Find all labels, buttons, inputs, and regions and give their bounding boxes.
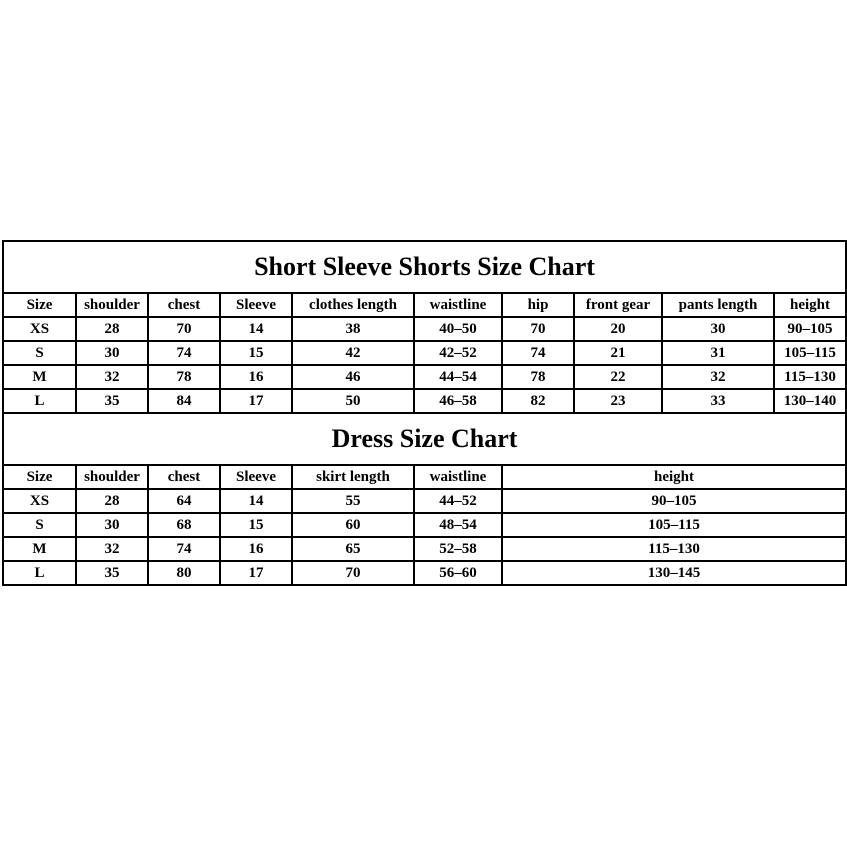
dress-cell: 65 — [292, 537, 414, 561]
dress-table-row — [3, 513, 846, 537]
shorts-cell: 74 — [502, 341, 574, 365]
shorts-cell: 23 — [574, 389, 662, 413]
shorts-header-row — [3, 293, 846, 317]
dress-cell: 80 — [148, 561, 220, 585]
dress-cell: 90–105 — [502, 489, 846, 513]
dress-cell: M — [3, 537, 76, 561]
shorts-cell: XS — [3, 317, 76, 341]
shorts-cell: 82 — [502, 389, 574, 413]
shorts-cell: 42 — [292, 341, 414, 365]
shorts-cell: 115–130 — [774, 365, 846, 389]
dress-header-cell: Size — [3, 465, 76, 489]
dress-table-row — [3, 537, 846, 561]
dress-cell: XS — [3, 489, 76, 513]
shorts-cell: 42–52 — [414, 341, 502, 365]
dress-cell: 55 — [292, 489, 414, 513]
shorts-cell: 16 — [220, 365, 292, 389]
shorts-cell: 22 — [574, 365, 662, 389]
shorts-cell: 90–105 — [774, 317, 846, 341]
shorts-header-cell: Sleeve — [220, 293, 292, 317]
dress-header-cell: height — [502, 465, 846, 489]
dress-cell: 44–52 — [414, 489, 502, 513]
dress-header-cell: skirt length — [292, 465, 414, 489]
dress-cell: 30 — [76, 513, 148, 537]
shorts-cell: 32 — [76, 365, 148, 389]
size-chart-sheet — [2, 240, 845, 586]
shorts-table-row — [3, 365, 846, 389]
shorts-cell: 105–115 — [774, 341, 846, 365]
shorts-table-row — [3, 341, 846, 365]
dress-cell: 14 — [220, 489, 292, 513]
size-chart-table — [2, 240, 847, 586]
dress-header-cell: shoulder — [76, 465, 148, 489]
shorts-header-cell: clothes length — [292, 293, 414, 317]
shorts-cell: 130–140 — [774, 389, 846, 413]
dress-header-cell: Sleeve — [220, 465, 292, 489]
dress-cell: 17 — [220, 561, 292, 585]
dress-cell: 70 — [292, 561, 414, 585]
dress-cell: 105–115 — [502, 513, 846, 537]
shorts-cell: 50 — [292, 389, 414, 413]
dress-cell: 15 — [220, 513, 292, 537]
shorts-header-cell: chest — [148, 293, 220, 317]
shorts-header-cell: pants length — [662, 293, 774, 317]
shorts-header-cell: hip — [502, 293, 574, 317]
dress-cell: S — [3, 513, 76, 537]
shorts-cell: 46 — [292, 365, 414, 389]
dress-chart-title: Dress Size Chart — [3, 413, 846, 465]
dress-cell: 16 — [220, 537, 292, 561]
shorts-cell: L — [3, 389, 76, 413]
dress-cell: 52–58 — [414, 537, 502, 561]
shorts-cell: 14 — [220, 317, 292, 341]
dress-cell: 32 — [76, 537, 148, 561]
shorts-table-row — [3, 389, 846, 413]
shorts-cell: 70 — [148, 317, 220, 341]
shorts-cell: 17 — [220, 389, 292, 413]
shorts-cell: 30 — [76, 341, 148, 365]
shorts-cell: 70 — [502, 317, 574, 341]
dress-cell: L — [3, 561, 76, 585]
shorts-chart-title: Short Sleeve Shorts Size Chart — [3, 241, 846, 293]
shorts-cell: 35 — [76, 389, 148, 413]
dress-header-cell: waistline — [414, 465, 502, 489]
shorts-cell: 30 — [662, 317, 774, 341]
shorts-cell: M — [3, 365, 76, 389]
shorts-header-cell: waistline — [414, 293, 502, 317]
shorts-header-cell: shoulder — [76, 293, 148, 317]
shorts-cell: 84 — [148, 389, 220, 413]
shorts-cell: 44–54 — [414, 365, 502, 389]
shorts-cell: 28 — [76, 317, 148, 341]
dress-table-row — [3, 561, 846, 585]
dress-cell: 28 — [76, 489, 148, 513]
shorts-table-row — [3, 317, 846, 341]
shorts-cell: 46–58 — [414, 389, 502, 413]
shorts-cell: 20 — [574, 317, 662, 341]
dress-cell: 60 — [292, 513, 414, 537]
dress-header-cell: chest — [148, 465, 220, 489]
shorts-cell: 33 — [662, 389, 774, 413]
dress-cell: 48–54 — [414, 513, 502, 537]
shorts-cell: 38 — [292, 317, 414, 341]
shorts-header-cell: front gear — [574, 293, 662, 317]
shorts-cell: 78 — [148, 365, 220, 389]
dress-cell: 115–130 — [502, 537, 846, 561]
shorts-cell: 31 — [662, 341, 774, 365]
dress-table-row — [3, 489, 846, 513]
dress-cell: 64 — [148, 489, 220, 513]
shorts-cell: 74 — [148, 341, 220, 365]
dress-cell: 56–60 — [414, 561, 502, 585]
shorts-cell: 32 — [662, 365, 774, 389]
dress-cell: 35 — [76, 561, 148, 585]
dress-cell: 74 — [148, 537, 220, 561]
dress-cell: 130–145 — [502, 561, 846, 585]
shorts-cell: 40–50 — [414, 317, 502, 341]
shorts-header-cell: height — [774, 293, 846, 317]
dress-header-row — [3, 465, 846, 489]
dress-cell: 68 — [148, 513, 220, 537]
shorts-header-cell: Size — [3, 293, 76, 317]
shorts-cell: 21 — [574, 341, 662, 365]
shorts-cell: 15 — [220, 341, 292, 365]
shorts-cell: 78 — [502, 365, 574, 389]
shorts-cell: S — [3, 341, 76, 365]
